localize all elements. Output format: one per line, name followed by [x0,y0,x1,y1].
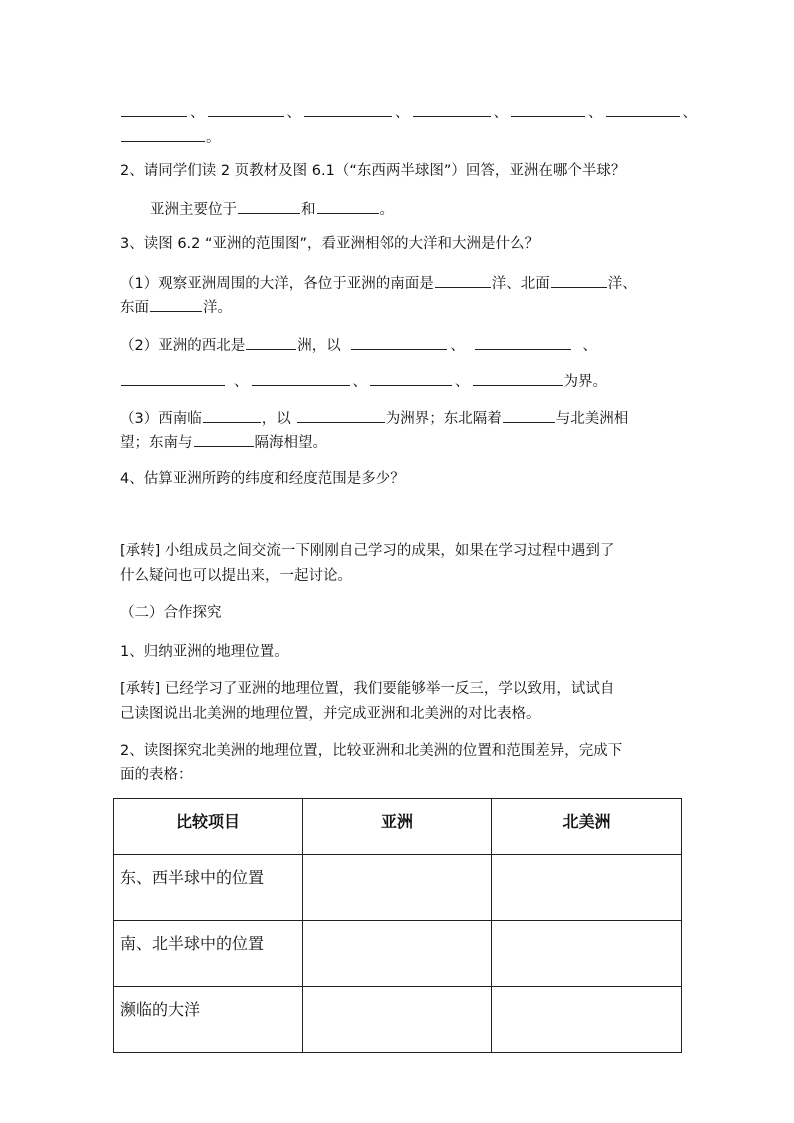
answer-blank[interactable] [121,126,205,142]
item-2-line-1: 2、读图探究北美洲的地理位置，比较亚洲和北美洲的位置和范围差异，完成下 [120,743,623,759]
item-1: 1、归纳亚洲的地理位置。 [120,644,289,660]
answer-cell[interactable] [492,921,682,987]
comparison-table [113,798,682,1053]
answer-blank[interactable] [246,334,296,350]
table-header: 亚洲 [303,799,492,855]
section-title: （二）合作探究 [120,605,222,621]
transition-2-line-2: 己读图说出北美洲的地理位置，并完成亚洲和北美洲的对比表格。 [120,706,541,722]
answer-cell[interactable] [492,855,682,921]
question-2: 2、请同学们读 2 页教材及图 6.1（“东西两半球图”）回答，亚洲在哪个半球？ [120,163,626,179]
answer-blank[interactable] [194,431,254,447]
blank-row-2: 。 [120,126,690,148]
answer-cell[interactable] [303,987,492,1053]
table-row [114,987,682,1053]
transition-1-line-1: [承转] 小组成员之间交流一下刚刚自己学习的成果，如果在学习过程中遇到了 [120,543,615,559]
question-2-answer: 亚洲主要位于 和 。 [120,198,720,220]
question-3-part-1: （1）观察亚洲周围的大洋，各位于亚洲的南面是 洋、北面 洋、 [120,272,690,294]
question-4: 4、估算亚洲所跨的纬度和经度范围是多少？ [120,471,405,487]
blank-row-1: 、 、 、 、 、 、 [120,101,690,123]
answer-blank[interactable] [121,370,225,386]
table-row [114,921,682,987]
answer-blank[interactable] [317,198,379,214]
answer-blank[interactable] [121,101,187,117]
answer-cell[interactable] [492,987,682,1053]
item-2-line-2: 面的表格： [120,767,193,783]
answer-blank[interactable] [473,370,563,386]
transition-2-line-1: [承转] 已经学习了亚洲的地理位置，我们要能够举一反三，学以致用，试试自 [120,681,615,697]
table-header-row [114,799,682,855]
question-3-part-3: （3）西南临 ，以 为洲界；东北隔着 与北美洲相 [120,407,690,429]
question-3: 3、读图 6.2 “亚洲的范围图”，看亚洲相邻的大洋和大洲是什么？ [120,236,540,252]
answer-blank[interactable] [435,272,491,288]
answer-blank[interactable] [304,101,392,117]
row-label: 东、西半球中的位置 [114,855,303,921]
row-label: 濒临的大洋 [114,987,303,1053]
question-3-part-2: （2）亚洲的西北是 洲，以 、 、 [120,334,690,356]
question-3-part-2-cont: 、 、 、 为界。 [120,370,690,392]
table-header: 北美洲 [492,799,682,855]
transition-1-line-2: 什么疑问也可以提出来，一起讨论。 [120,568,352,584]
answer-blank[interactable] [413,101,491,117]
row-label: 南、北半球中的位置 [114,921,303,987]
answer-blank[interactable] [551,272,607,288]
answer-blank[interactable] [475,334,571,350]
answer-blank[interactable] [606,101,680,117]
answer-blank[interactable] [208,101,284,117]
answer-blank[interactable] [511,101,585,117]
question-3-part-3-cont: 望；东南与 隔海相望。 [120,431,690,453]
table-header: 比较项目 [114,799,303,855]
answer-blank[interactable] [370,370,452,386]
answer-blank[interactable] [150,296,202,312]
answer-blank[interactable] [238,198,300,214]
table-row [114,855,682,921]
answer-cell[interactable] [303,921,492,987]
answer-blank[interactable] [351,334,447,350]
answer-cell[interactable] [303,855,492,921]
answer-blank[interactable] [503,407,555,423]
answer-blank[interactable] [252,370,350,386]
question-3-part-1-cont: 东面 洋。 [120,296,690,318]
answer-blank[interactable] [297,407,385,423]
answer-blank[interactable] [203,407,261,423]
